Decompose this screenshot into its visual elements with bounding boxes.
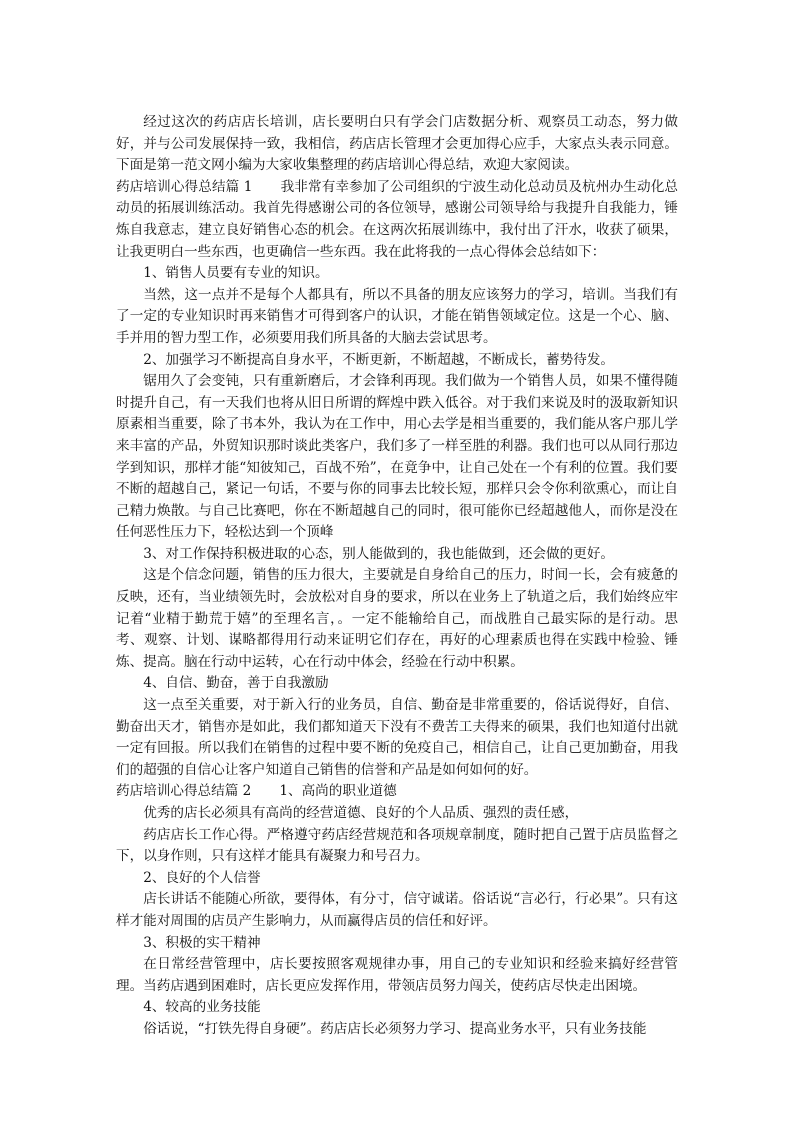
- article-1-lead: 我非常有幸参加了公司组织的宁波生动化总动员及杭州办生动化总动员的拓展训练活动。我首先得感谢公司的各位领导，感谢公司领导给与我提升自我能力，锤炼自我意志，建立良好销售心态的机会。在这两次拓展训练中，我付出了汗水，收获了硕果，让我更明白一些东西，也更确信一些东西。我在此将我的一点心得体会总结如下：: [116, 178, 678, 260]
- article-2-heading-3: 3、积极的实干精神: [143, 934, 261, 951]
- article-2-paragraph-1: 优秀的店长必须具有高尚的经营道德、良好的个人品质、强烈的责任感，: [143, 805, 579, 821]
- article-2-paragraph-4: 在日常经营管理中，店长要按照客观规律办事，用自己的专业知识和经验来搞好经营管理。当药店遇到困难时，店长更应发挥作用，带领店员努力闯关，使药店尽快走出困境。: [116, 956, 678, 994]
- article-2-heading-4: 4、较高的业务技能: [143, 999, 261, 1016]
- section-heading-1: 1、销售人员要有专业的知识。: [143, 265, 329, 282]
- article-2-first-heading: 1、高尚的职业道德: [279, 783, 397, 800]
- section-paragraph-4: 这一点至关重要，对于新入行的业务员，自信、勤奋是非常重要的，俗话说得好，自信、勤奋出天才，销售亦是如此，我们都知道天下没有不费苦工夫得来的硕果，我们也知道付出就一定有回报。所以我们在销售的过程中要不断的免疫自己，相信自己，让自己更加勤奋，用我们的超强的自信心让客户知道自己销售的信誉和产品是如何如何的好。: [116, 697, 678, 778]
- article-2-paragraph-5: 俗话说，“打铁先得自身硬”。药店店长必须努力学习、提高业务水平，只有业务技能: [143, 1020, 647, 1037]
- section-heading-3: 3、对工作保持积极进取的心态，别人能做到的，我也能做到，还会做的更好。: [143, 545, 615, 562]
- article-1-title: 药店培训心得总结篇 1: [116, 178, 253, 195]
- document-body: [116, 112, 678, 1041]
- article-2-heading-paragraph: [116, 781, 678, 803]
- intro-paragraph: 经过这次的药店店长培训，店长要明白只有学会门店数据分析、观察员工动态，努力做好，并与公司发展保持一致，我相信，药店店长管理才会更加得心应手，大家点头表示同意。下面是第一范文网小编为大家收集整理的药店培训心得总结，欢迎大家阅读。: [116, 114, 678, 174]
- section-paragraph-1: 当然，这一点并不是每个人都具有，所以不具备的朋友应该努力的学习，培训。当我们有了一定的专业知识时再来销售才可得到客户的认识，才能在销售领域定位。这是一个心、脑、手并用的智力型工作，必须要用我们所具备的大脑去尝试思考。: [116, 286, 678, 346]
- section-heading-2: 2、加强学习不断提高自身水平，不断更新，不断超越，不断成长，蓄势待发。: [143, 351, 615, 368]
- section-heading-4: 4、自信、勤奋，善于自我激励: [143, 675, 329, 692]
- article-2-heading-2: 2、良好的个人信誉: [143, 869, 261, 886]
- article-2-title: 药店培训心得总结篇 2: [116, 783, 252, 800]
- article-1-heading-paragraph: [116, 177, 678, 263]
- article-2-paragraph-2: 药店店长工作心得。严格遵守药店经营规范和各项规章制度，随时把自己置于店员监督之下，以身作则，只有这样才能具有凝聚力和号召力。: [116, 826, 678, 865]
- section-paragraph-2: 锯用久了会变钝，只有重新磨后，才会锋利再现。我们做为一个销售人员，如果不懂得随时提升自己，有一天我们也将从旧日所谓的辉煌中跌入低谷。对于我们来说及时的汲取新知识原素相当重要，除了书本外，我认为在工作中，用心去学是相当重要的，我们能从客户那儿学来丰富的产品，外贸知识那时谈此类客户，我们多了一样至胜的利器。我们也可以从同行那边学到知识，那样才能“知彼知己，百战不殆”，在竟争中，让自己处在一个有利的位置。我们要不断的超越自己，紧记一句话，不要与你的同事去比较长短，那样只会令你利欲熏心，而让自己精力焕散。与自己比赛吧，你在不断超越自己的同时，很可能你已经超越他人，而你是没在任何恶性压力下，轻松达到一个顶峰: [116, 373, 678, 541]
- section-paragraph-3: 这是个信念问题，销售的压力很大，主要就是自身给自己的压力，时间一长，会有疲惫的反映，还有，当业绩领先时，会放松对自身的要求，所以在业务上了轨道之后，我们始终应牢记着“业精于勤荒于嬉”的至理名言，。一定不能输给自己，而战胜自己最实际的是行动。思考、观察、计划、谋略都得用行动来证明它们存在，再好的心理素质也得在实践中检验、锤炼、提高。脑在行动中运转，心在行动中体会，经验在行动中积累。: [116, 567, 678, 670]
- article-2-paragraph-3: 店长讲话不能随心所欲，要得体，有分寸，信守诚诺。俗话说“言必行，行必果”。只有这样才能对周围的店员产生影响力，从而赢得店员的信任和好评。: [116, 891, 678, 929]
